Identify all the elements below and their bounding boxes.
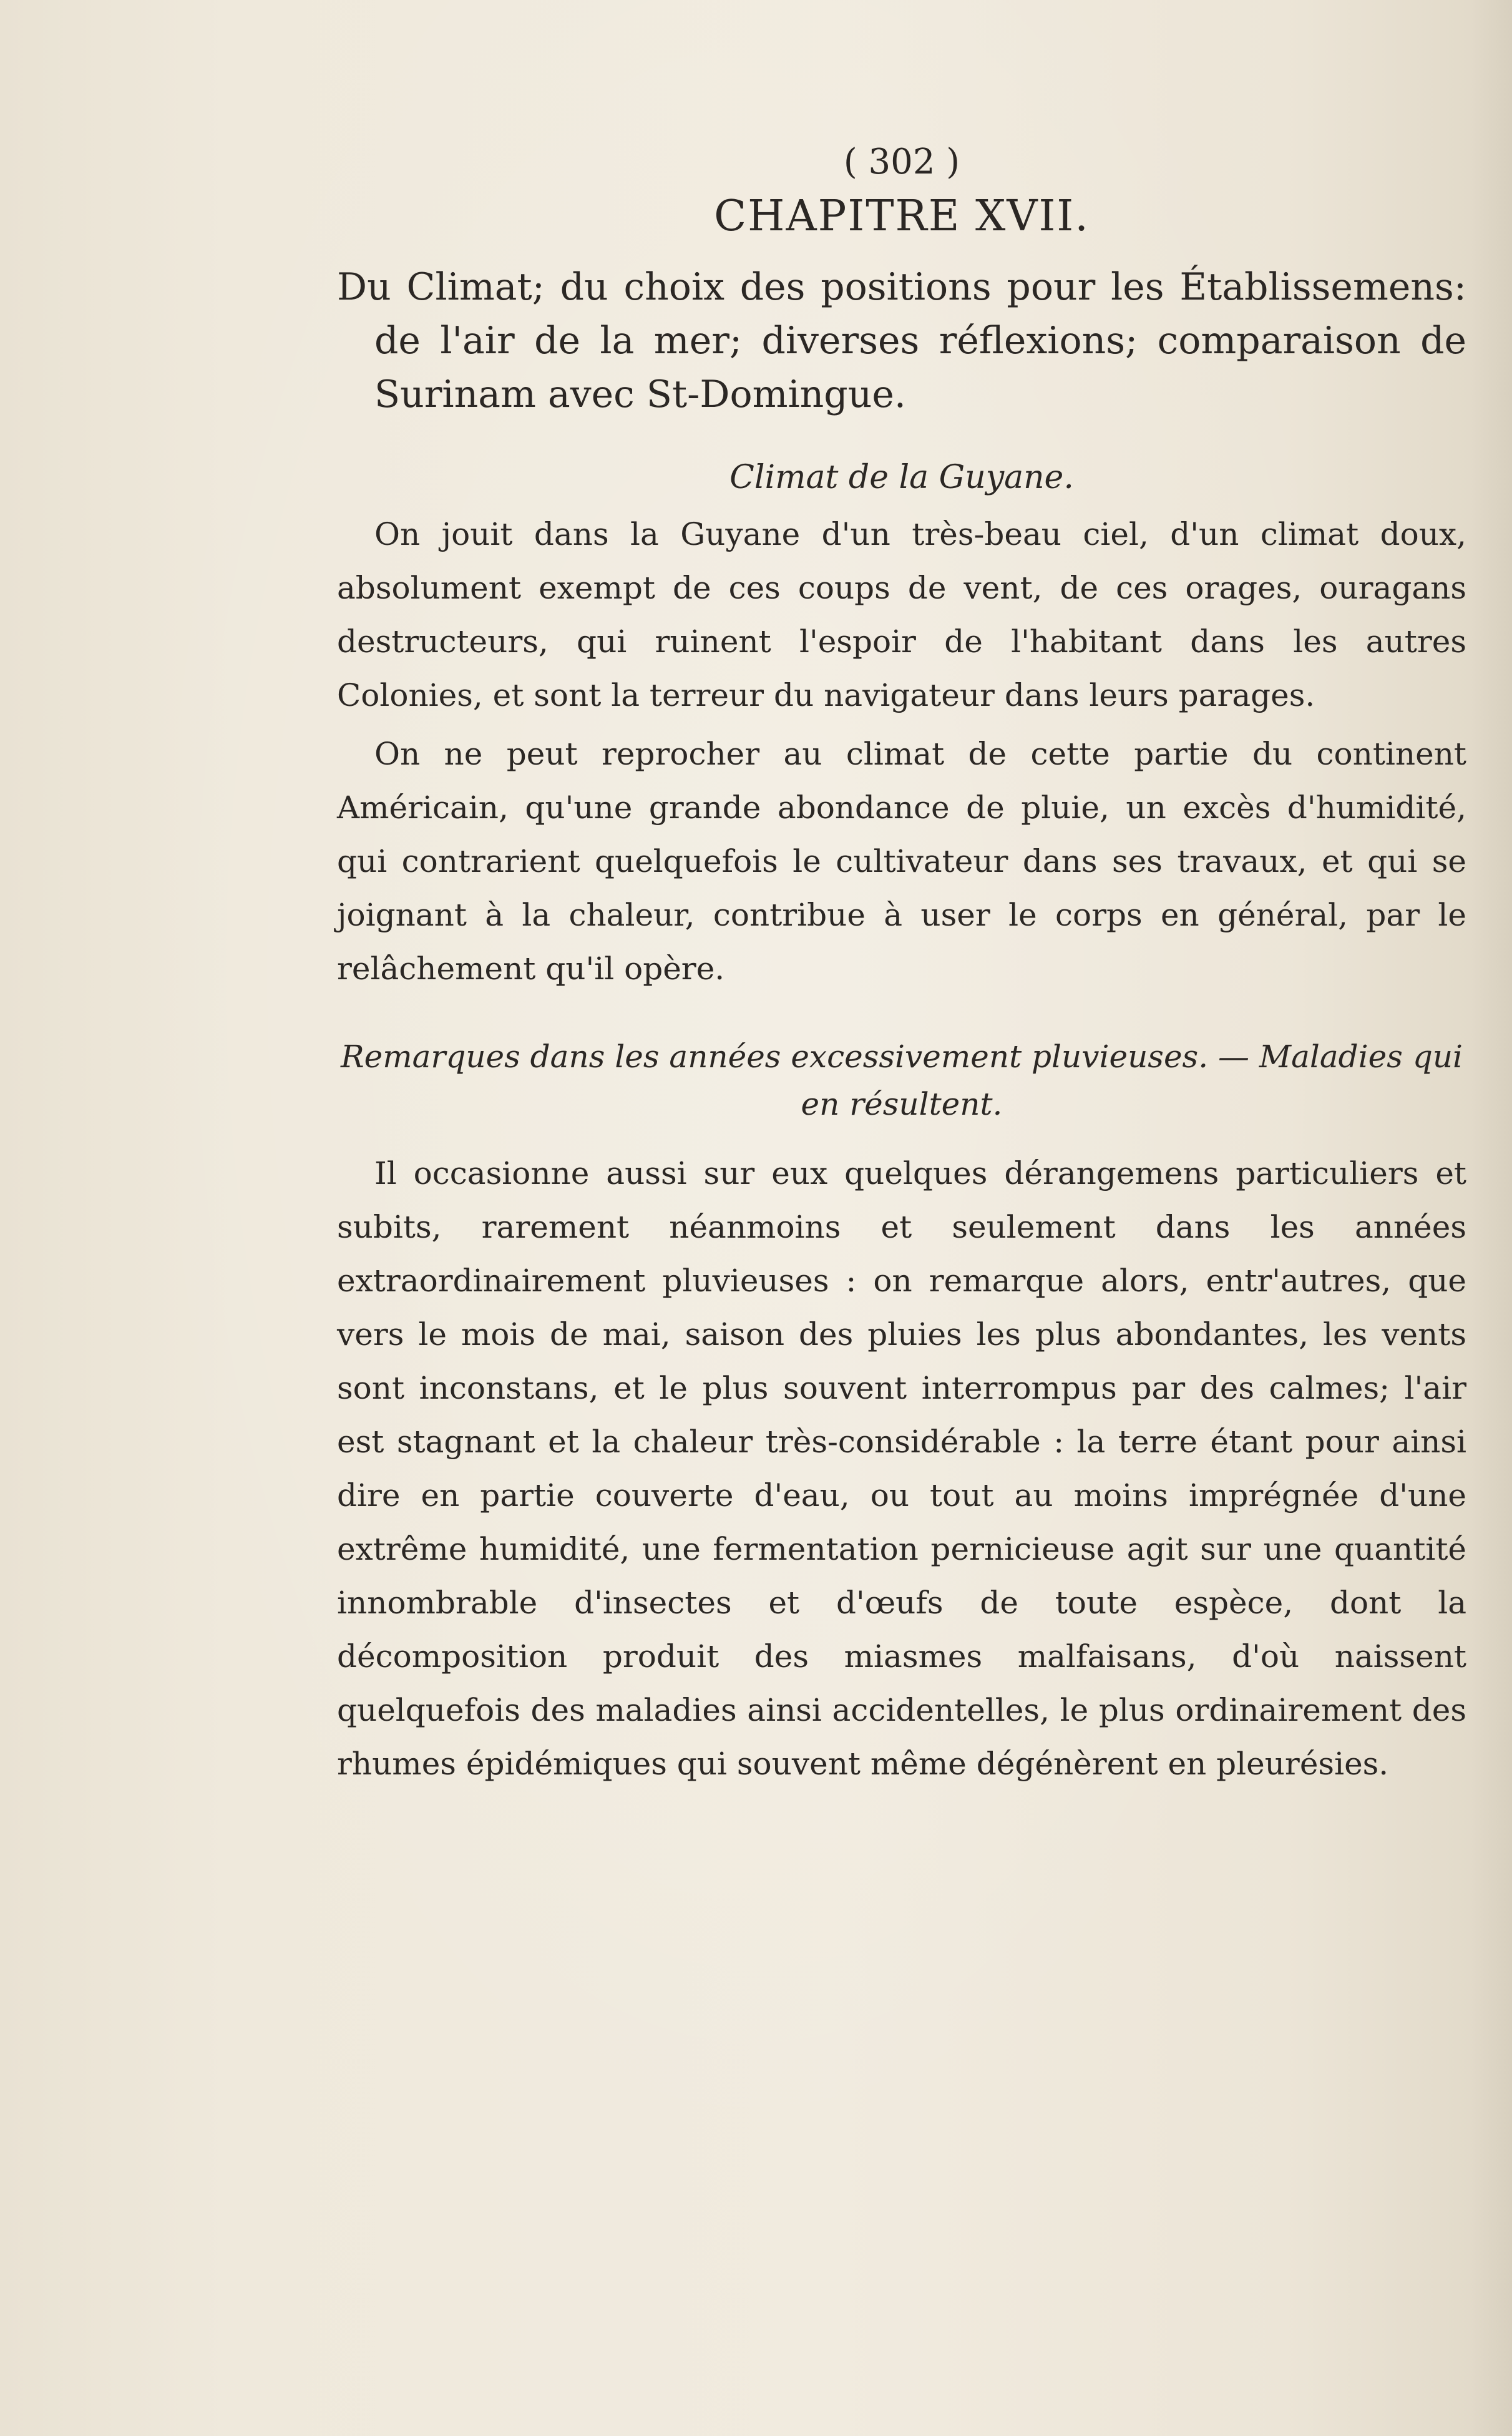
page-number: ( 302 ) (843, 142, 960, 182)
page-edge-shadow (1468, 0, 1512, 2436)
section-heading-climate: Climat de la Guyane. (729, 459, 1074, 496)
text-block (337, 140, 1466, 1796)
paragraph-remarks-1: Il occasionne aussi sur eux quelques dérangemens particuliers et subits, rarement néanmoins et seulement dans les années extraordinairement pluvieuses : on remarque alors, entr'autres, que vers le mois de mai, saison des pluies les plus abondantes, les vents sont inconstans, et le plus souvent interrompus par des calmes; l'air est stagnant et la chaleur très-considérable : la terre étant pour ainsi dire en partie couverte d'eau, ou tout au moins imprégnée d'une extrême humidité, une fermentation pernicieuse agit sur une quantité innombrable d'insectes et d'œufs de toute espèce, dont la décomposition produit des miasmes malfaisans, d'où naissent quelquefois des maladies ainsi accidentelles, le plus ordinairement des rhumes épidémiques qui souvent même dégénèrent en pleurésies. (337, 1155, 1466, 1782)
paragraph-climate-1: On jouit dans la Guyane d'un très-beau ciel, d'un climat doux, absolument exempt de ces coups de vent, de ces orages, ouragans destructeurs, qui ruinent l'espoir de l'habitant dans les autres Colonies, et sont la terreur du navigateur dans leurs parages. (337, 516, 1466, 713)
chapter-summary: Du Climat; du choix des positions pour les Établissemens: de l'air de la mer; diverses réflexions; comparaison de Surinam avec St-Domingue. (337, 265, 1466, 416)
paragraph-climate-2: On ne peut reprocher au climat de cette partie du continent Américain, qu'une grande abondance de pluie, un excès d'humidité, qui contrarient quelquefois le cultivateur dans ses travaux, et qui se joignant à la chaleur, contribue à user le corps en général, par le relâchement qu'il opère. (337, 736, 1466, 987)
section-heading-remarks: Remarques dans les années excessivement pluvieuses. — Maladies qui en résultent. (340, 1039, 1463, 1122)
chapter-title: CHAPITRE XVII. (714, 192, 1090, 241)
